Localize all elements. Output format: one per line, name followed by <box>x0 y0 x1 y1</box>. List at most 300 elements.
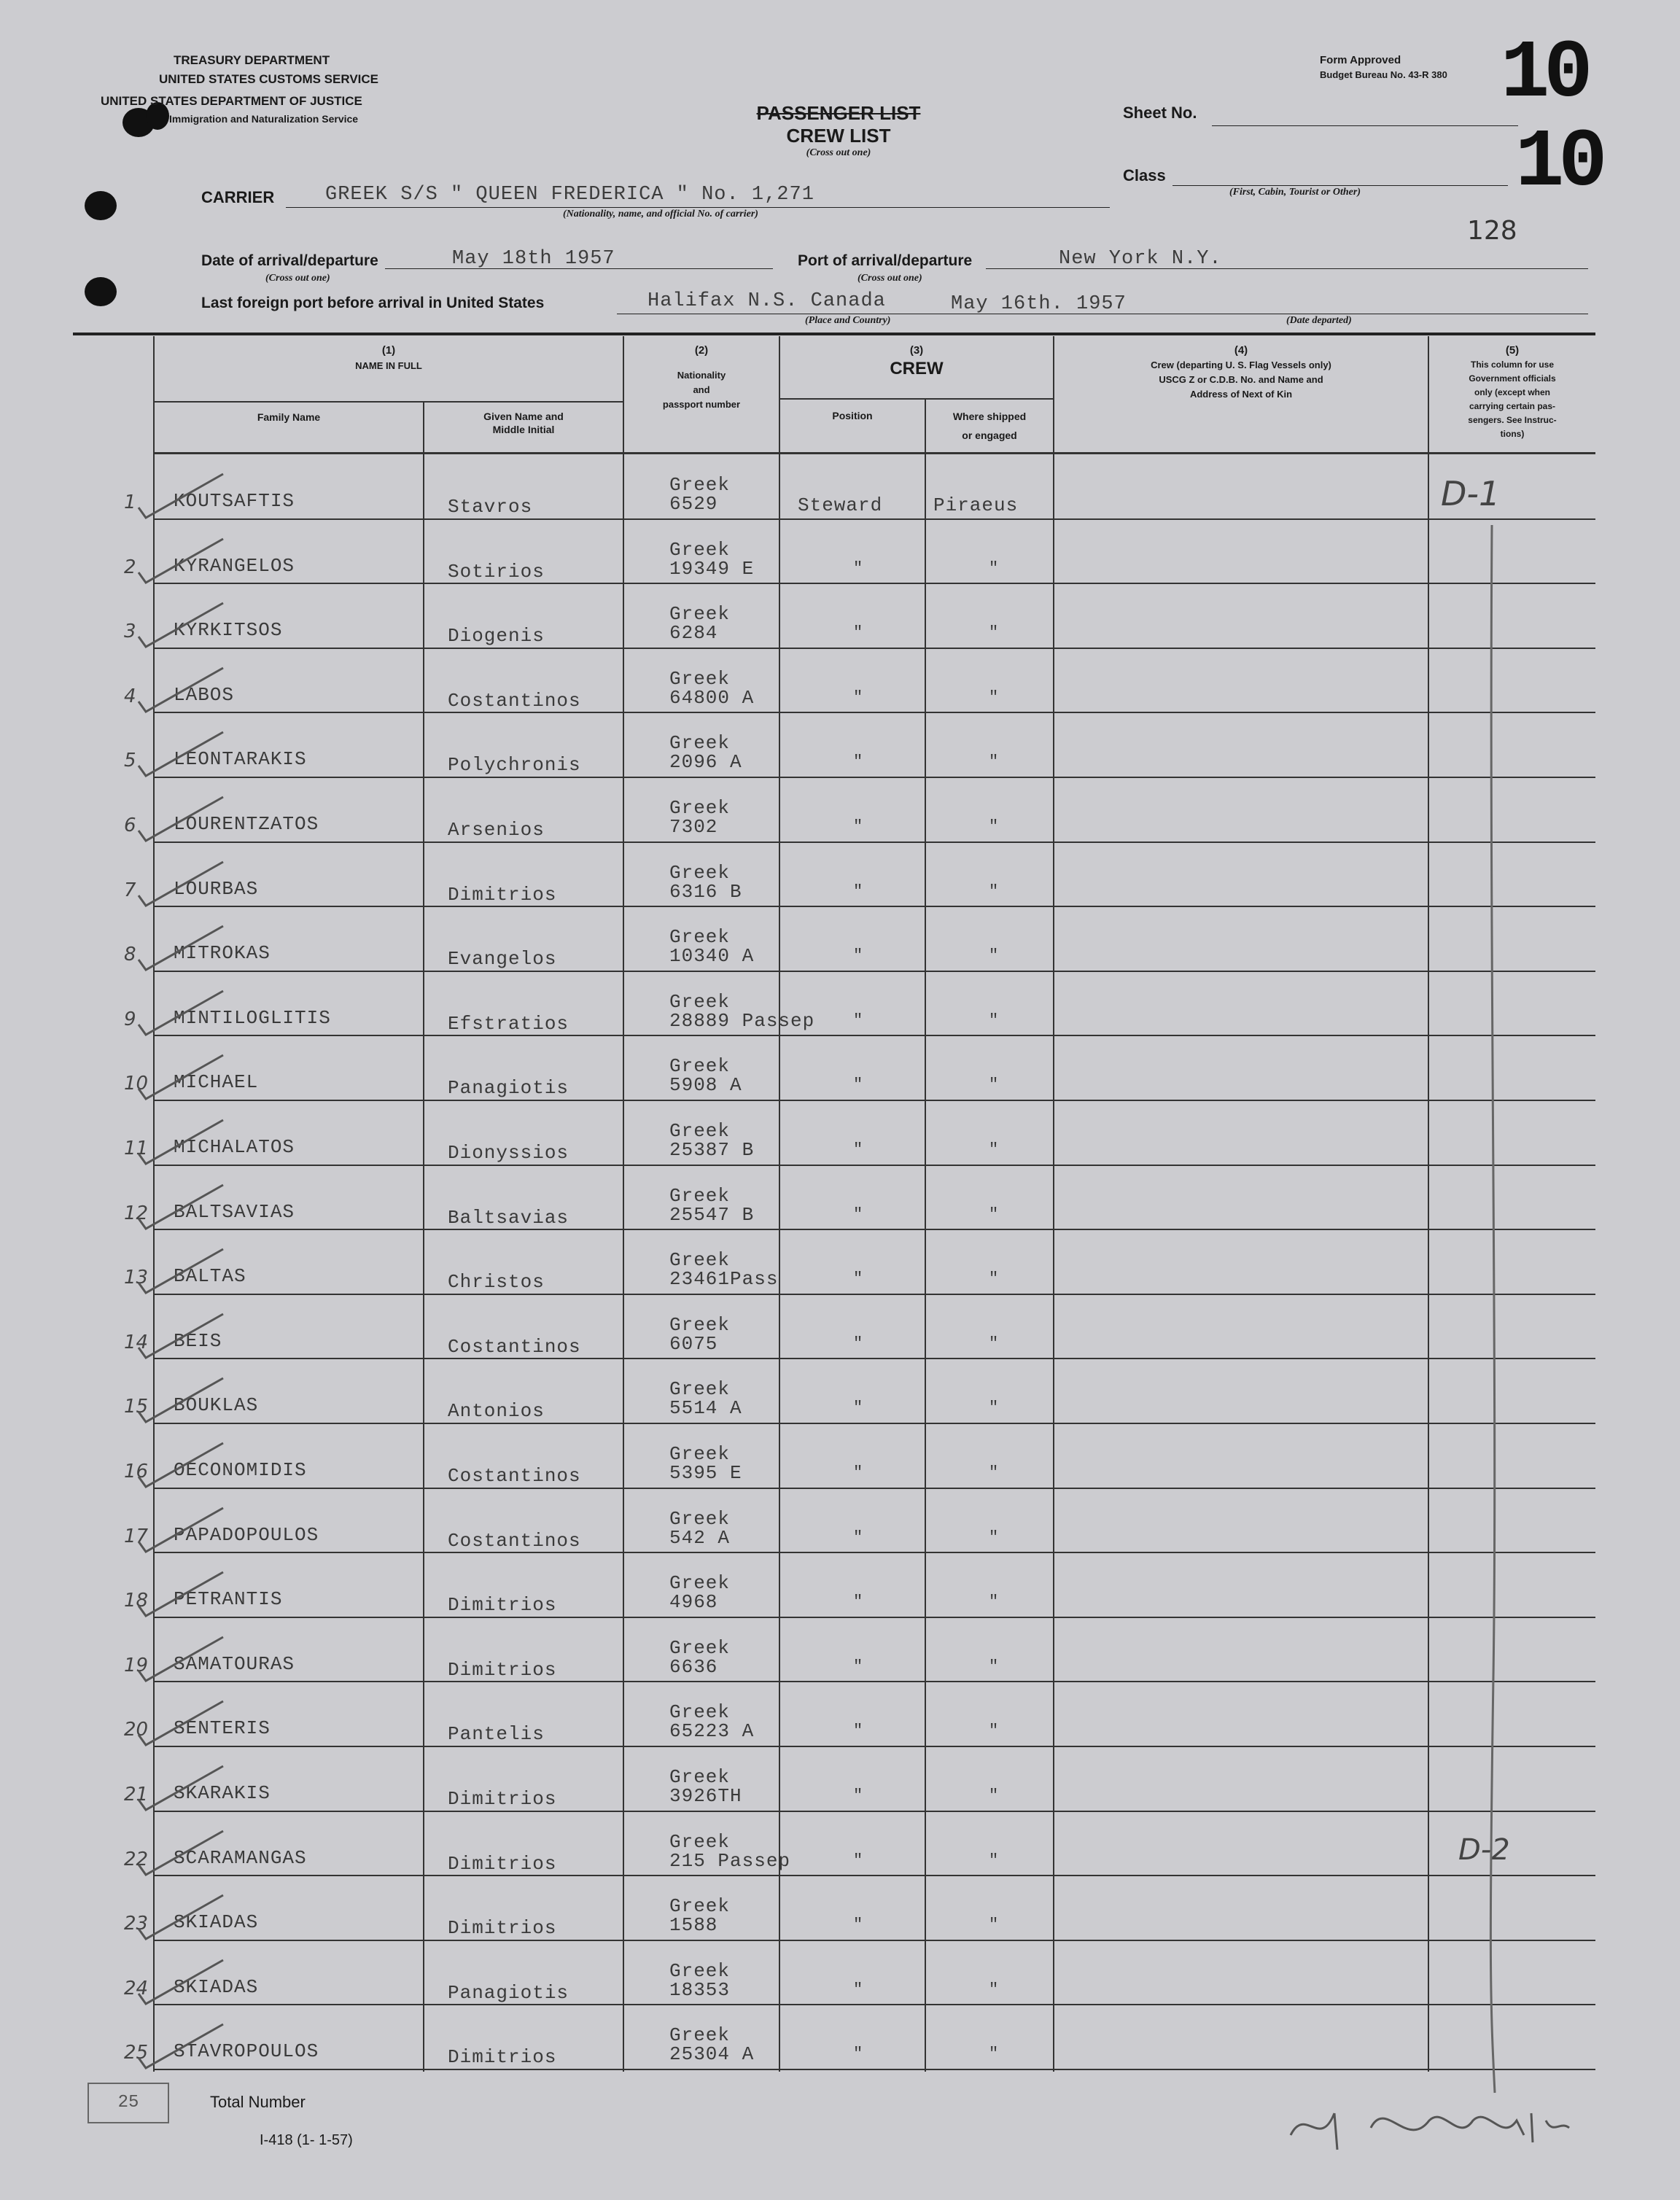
nationality: Greek <box>669 1830 731 1853</box>
nationality: Greek <box>669 990 731 1013</box>
last-port-label: Last foreign port before arrival in United States <box>201 295 545 311</box>
given-name: Polychronis <box>448 754 581 777</box>
given-name: Dionyssios <box>448 1142 569 1164</box>
row-number: 2 <box>124 556 136 578</box>
passport-number: 7302 <box>669 816 718 838</box>
check-mark <box>136 858 230 909</box>
col4-l2: USCG Z or C.D.B. No. and Name and <box>1159 374 1323 385</box>
sheet-label: Sheet No. <box>1123 104 1197 122</box>
crew-position: " <box>853 1140 864 1159</box>
passport-number: 10340 A <box>669 945 755 968</box>
passport-number: 4968 <box>669 1591 718 1614</box>
nationality: Greek <box>669 1636 731 1659</box>
crew-position: " <box>853 1722 864 1741</box>
check-mark <box>136 664 230 715</box>
check-mark <box>136 1762 230 1813</box>
col5-l3: only (except when <box>1474 387 1551 397</box>
nationality: Greek <box>669 474 731 496</box>
row-number: 22 <box>124 1848 149 1870</box>
port-value: New York N.Y. <box>1059 248 1222 270</box>
where-shipped: " <box>989 1657 1000 1676</box>
row-number: 13 <box>124 1267 149 1289</box>
given-name: Dimitrios <box>448 883 557 906</box>
check-mark <box>136 2020 230 2071</box>
row-number: 17 <box>124 1525 149 1547</box>
crew-position: " <box>853 1464 864 1482</box>
crew-position: " <box>853 1787 864 1805</box>
crew-position: " <box>853 559 864 578</box>
given-name: Panagiotis <box>448 1981 569 2004</box>
passport-number: 18353 <box>669 1978 731 2001</box>
check-mark <box>136 1374 230 1425</box>
passport-number: 5908 A <box>669 1074 742 1097</box>
row-number: 6 <box>124 815 136 836</box>
where-shipped: " <box>989 882 1000 901</box>
check-mark <box>136 1051 230 1102</box>
carrier-note: (Nationality, name, and official No. of carrier) <box>563 209 758 219</box>
crew-position: " <box>853 1011 864 1030</box>
family-name: MICHAEL <box>174 1071 259 1094</box>
col1-header <box>155 343 623 373</box>
check-mark <box>136 987 230 1038</box>
given-name: Costantinos <box>448 1465 581 1487</box>
col-position-header: Position <box>832 410 873 421</box>
family-name: KYRKITSOS <box>174 619 283 642</box>
where-shipped: " <box>989 623 1000 642</box>
row-rule <box>155 1423 1595 1424</box>
where-shipped: " <box>989 559 1000 578</box>
family-name: STAVROPOULOS <box>174 2040 319 2063</box>
col3-subrule <box>779 398 1053 400</box>
crew-position: " <box>853 1334 864 1353</box>
passport-number: 3926TH <box>669 1785 742 1807</box>
crew-position: " <box>853 947 864 965</box>
punch-hole <box>85 277 117 306</box>
handwritten-signature <box>1283 2091 1575 2157</box>
row-rule <box>155 1875 1595 1876</box>
row-rule <box>155 1165 1595 1166</box>
given-name: Pantelis <box>448 1723 545 1746</box>
port-label: Port of arrival/departure <box>798 252 973 269</box>
row-number: 4 <box>124 685 136 707</box>
check-mark <box>136 1181 230 1232</box>
passport-number: 65223 A <box>669 1720 755 1743</box>
nationality: Greek <box>669 603 731 626</box>
col5-num: (5) <box>1505 344 1520 357</box>
where-shipped: " <box>989 1593 1000 1612</box>
given-name: Antonios <box>448 1400 545 1423</box>
nationality: Greek <box>669 926 731 949</box>
nationality: Greek <box>669 732 731 755</box>
family-name: LOURBAS <box>174 877 259 900</box>
crew-position: " <box>853 1980 864 1999</box>
passport-number: 215 Passep <box>669 1849 791 1872</box>
nationality: Greek <box>669 1895 731 1918</box>
col5-l2: Government officials <box>1469 373 1556 384</box>
total-box: 25 <box>88 2083 169 2123</box>
date-note: (Cross out one) <box>265 273 330 284</box>
family-name: KOUTSAFTIS <box>174 490 295 512</box>
given-name: Costantinos <box>448 1529 581 1552</box>
row-number: 16 <box>124 1461 149 1482</box>
where-shipped: " <box>989 947 1000 965</box>
given-name: Dimitrios <box>448 1852 557 1875</box>
check-mark <box>136 1310 230 1361</box>
col-given-1: Given Name and <box>483 411 564 422</box>
given-name: Evangelos <box>448 948 557 971</box>
nationality: Greek <box>669 1055 731 1078</box>
family-name: SAMATOURAS <box>174 1652 295 1675</box>
agency-line-3: UNITED STATES DEPARTMENT OF JUSTICE <box>101 94 362 108</box>
row-rule <box>155 1811 1595 1812</box>
given-name: Panagiotis <box>448 1077 569 1100</box>
col3-title: CREW <box>890 359 944 378</box>
carrier-value: GREEK S/S " QUEEN FREDERICA " No. 1,271 <box>325 184 814 206</box>
col5-l4: carrying certain pas- <box>1469 401 1556 411</box>
where-shipped: " <box>989 1722 1000 1741</box>
table-top-rule <box>73 333 1595 335</box>
annotation-d2: D-2 <box>1458 1833 1510 1867</box>
sheet-stamp-bottom: 10 <box>1515 117 1602 209</box>
row-rule <box>155 906 1595 907</box>
nationality: Greek <box>669 1249 731 1272</box>
passport-number: 5514 A <box>669 1397 742 1420</box>
agency-line-4: Immigration and Naturalization Service <box>169 113 359 125</box>
passport-number: 28889 Passep <box>669 1009 815 1032</box>
title-note: (Cross out one) <box>806 147 871 158</box>
class-line <box>1172 185 1508 186</box>
row-number: 10 <box>124 1073 149 1095</box>
row-number: 11 <box>124 1138 149 1159</box>
crew-position: " <box>853 1916 864 1935</box>
row-number: 23 <box>124 1913 149 1935</box>
col2-l2: and <box>693 384 710 395</box>
family-name: BALTSAVIAS <box>174 1200 295 1223</box>
family-name: LEONTARAKIS <box>174 748 307 771</box>
row-rule <box>155 712 1595 713</box>
family-name: SKARAKIS <box>174 1782 271 1804</box>
family-name: BOUKLAS <box>174 1394 259 1417</box>
row-rule <box>155 583 1595 584</box>
row-number: 8 <box>124 944 136 966</box>
crew-position: " <box>853 1657 864 1676</box>
col1-subrule <box>153 401 624 403</box>
given-name: Diogenis <box>448 625 545 648</box>
col-family-header: Family Name <box>257 411 321 423</box>
col-where-2: or engaged <box>962 429 1017 441</box>
given-name: Efstratios <box>448 1012 569 1035</box>
family-name: LABOS <box>174 683 235 706</box>
given-name: Dimitrios <box>448 1917 557 1940</box>
where-shipped: " <box>989 2045 1000 2064</box>
crew-position: " <box>853 1205 864 1224</box>
family-name: PETRANTIS <box>174 1588 283 1611</box>
family-name: SENTERIS <box>174 1717 271 1740</box>
family-name: SKIADAS <box>174 1975 259 1998</box>
where-shipped: Piraeus <box>933 494 1019 516</box>
check-mark <box>136 1697 230 1748</box>
title-block <box>744 102 933 159</box>
crew-position: " <box>853 1399 864 1418</box>
given-name: Christos <box>448 1271 545 1294</box>
family-name: PAPADOPOULOS <box>174 1523 319 1546</box>
col5-l6: tions) <box>1500 429 1525 439</box>
passport-number: 542 A <box>669 1526 731 1549</box>
row-rule <box>155 2004 1595 2005</box>
check-mark <box>136 599 230 650</box>
nationality: Greek <box>669 1184 731 1207</box>
given-name: Sotirios <box>448 560 545 583</box>
col4-l1: Crew (departing U. S. Flag Vessels only) <box>1151 359 1331 370</box>
row-number: 24 <box>124 1977 149 1999</box>
nationality: Greek <box>669 797 731 819</box>
col-line <box>925 398 926 2072</box>
row-rule <box>155 1681 1595 1682</box>
where-shipped: " <box>989 1916 1000 1935</box>
row-rule <box>155 1229 1595 1230</box>
row-rule <box>155 1617 1595 1618</box>
passport-number: 1588 <box>669 1914 718 1937</box>
where-shipped: " <box>989 1270 1000 1288</box>
check-mark <box>136 1633 230 1684</box>
where-shipped: " <box>989 1980 1000 1999</box>
check-mark <box>136 1891 230 1942</box>
where-shipped: " <box>989 1334 1000 1353</box>
given-name: Baltsavias <box>448 1206 569 1229</box>
given-name: Dimitrios <box>448 1594 557 1617</box>
title-crew: CREW LIST <box>786 125 891 147</box>
check-mark <box>136 1116 230 1167</box>
where-shipped: " <box>989 817 1000 836</box>
family-name: OECONOMIDIS <box>174 1459 307 1481</box>
row-number: 12 <box>124 1202 149 1224</box>
agency-line-2: UNITED STATES CUSTOMS SERVICE <box>159 72 379 86</box>
crew-position: " <box>853 1528 864 1547</box>
row-number: 14 <box>124 1331 149 1353</box>
nationality: Greek <box>669 1572 731 1595</box>
nationality: Greek <box>669 1701 731 1724</box>
nationality: Greek <box>669 1443 731 1465</box>
crew-position: " <box>853 1270 864 1288</box>
family-name: KYRANGELOS <box>174 554 295 577</box>
col4-header <box>1054 343 1428 402</box>
col2-l1: Nationality <box>677 370 726 381</box>
row-rule <box>155 971 1595 972</box>
sheet-stamp-top: 10 <box>1501 28 1587 120</box>
passport-number: 5395 E <box>669 1462 742 1484</box>
col2-l3: passport number <box>662 399 741 410</box>
nationality: Greek <box>669 538 731 561</box>
date-departed-note: (Date departed) <box>1286 315 1352 326</box>
annotation-d1: D-1 <box>1441 474 1501 513</box>
row-rule <box>155 1035 1595 1036</box>
col3-num: (3) <box>909 344 924 357</box>
crew-position: " <box>853 1593 864 1612</box>
crew-position: " <box>853 882 864 901</box>
row-number: 7 <box>124 879 136 901</box>
where-shipped: " <box>989 688 1000 707</box>
passport-number: 6529 <box>669 493 718 515</box>
passport-number: 6075 <box>669 1332 718 1355</box>
row-number: 18 <box>124 1590 149 1612</box>
punch-hole <box>85 191 117 220</box>
col-given-2: Middle Initial <box>492 424 555 435</box>
row-number: 1 <box>124 491 136 513</box>
row-number: 3 <box>124 621 136 643</box>
check-mark <box>136 1827 230 1878</box>
row-number: 21 <box>124 1784 149 1806</box>
last-port-date: May 16th. 1957 <box>951 293 1127 315</box>
where-shipped: " <box>989 1464 1000 1482</box>
row-number: 25 <box>124 2042 149 2064</box>
col5-l5: sengers. See Instruc- <box>1468 415 1557 425</box>
given-name: Dimitrios <box>448 2046 557 2069</box>
total-label: Total Number <box>210 2093 306 2111</box>
nationality: Greek <box>669 1378 731 1401</box>
check-mark <box>136 535 230 586</box>
row-rule <box>155 777 1595 778</box>
passport-number: 23461Pass <box>669 1268 779 1291</box>
crew-position: " <box>853 2045 864 2064</box>
nationality: Greek <box>669 2024 731 2047</box>
form-approved: Form Approved <box>1320 54 1401 66</box>
nationality: Greek <box>669 1766 731 1788</box>
col-given-header <box>424 410 623 436</box>
check-mark <box>136 922 230 973</box>
row-rule <box>155 1488 1595 1489</box>
given-name: Arsenios <box>448 819 545 841</box>
date-value: May 18th 1957 <box>452 248 615 270</box>
col1-title: NAME IN FULL <box>355 360 422 371</box>
sheet-line <box>1212 125 1518 126</box>
carrier-label: CARRIER <box>201 188 275 206</box>
where-shipped: " <box>989 1787 1000 1805</box>
family-name: BEIS <box>174 1329 222 1352</box>
check-mark <box>136 1956 230 2007</box>
col1-num: (1) <box>381 344 396 357</box>
family-name: MINTILOGLITIS <box>174 1006 331 1029</box>
col5-header <box>1429 343 1595 441</box>
family-name: SKIADAS <box>174 1911 259 1934</box>
passport-number: 2096 A <box>669 751 742 774</box>
given-name: Dimitrios <box>448 1658 557 1681</box>
passport-number: 25304 A <box>669 2043 755 2066</box>
passport-number: 6636 <box>669 1655 718 1678</box>
col4-l3: Address of Next of Kin <box>1189 389 1293 400</box>
row-rule <box>155 1100 1595 1101</box>
where-shipped: " <box>989 1399 1000 1418</box>
row-number: 19 <box>124 1654 149 1676</box>
place-note: (Place and Country) <box>805 315 891 326</box>
family-name: MICHALATOS <box>174 1136 295 1158</box>
check-mark <box>136 1439 230 1490</box>
nationality: Greek <box>669 1120 731 1142</box>
row-rule <box>155 518 1595 520</box>
crew-position: " <box>853 817 864 836</box>
col2-num: (2) <box>694 344 709 357</box>
header-bottom-rule <box>153 452 1595 454</box>
last-port-value: Halifax N.S. Canada <box>648 290 886 312</box>
row-rule <box>155 1746 1595 1747</box>
hand-number: 128 <box>1467 216 1517 246</box>
row-number: 15 <box>124 1396 149 1418</box>
passport-number: 25387 B <box>669 1139 755 1161</box>
family-name: BALTAS <box>174 1265 246 1288</box>
crew-position: Steward <box>798 494 883 516</box>
port-note: (Cross out one) <box>858 273 922 284</box>
row-rule <box>155 1552 1595 1553</box>
check-mark <box>136 1245 230 1296</box>
where-shipped: " <box>989 1011 1000 1030</box>
family-name: MITROKAS <box>174 942 271 965</box>
passport-number: 19349 E <box>669 557 755 580</box>
given-name: Costantinos <box>448 689 581 712</box>
check-mark <box>136 793 230 844</box>
crew-position: " <box>853 1851 864 1870</box>
row-number: 5 <box>124 750 136 772</box>
where-shipped: " <box>989 1140 1000 1159</box>
given-name: Stavros <box>448 496 533 518</box>
check-mark <box>136 728 230 779</box>
title-passenger: PASSENGER LIST <box>756 102 921 124</box>
col-where-1: Where shipped <box>952 411 1027 422</box>
crew-position: " <box>853 688 864 707</box>
date-label: Date of arrival/departure <box>201 252 378 269</box>
col2-header <box>624 343 779 412</box>
agency-line-1: TREASURY DEPARTMENT <box>174 53 330 67</box>
passport-number: 25547 B <box>669 1203 755 1226</box>
row-rule <box>155 1358 1595 1359</box>
nationality: Greek <box>669 1507 731 1530</box>
col3-header <box>780 343 1053 380</box>
check-mark <box>136 1504 230 1555</box>
given-name: Dimitrios <box>448 1788 557 1810</box>
where-shipped: " <box>989 1851 1000 1870</box>
col5-l1: This column for use <box>1470 359 1554 370</box>
nationality: Greek <box>669 1313 731 1336</box>
where-shipped: " <box>989 1205 1000 1224</box>
budget-bureau: Budget Bureau No. 43-R 380 <box>1320 69 1447 80</box>
family-name: SCARAMANGAS <box>174 1846 307 1869</box>
class-label: Class <box>1123 166 1166 184</box>
check-mark <box>136 470 230 521</box>
check-mark <box>136 1568 230 1619</box>
row-rule <box>155 1294 1595 1295</box>
col-line <box>423 401 424 2072</box>
family-name: LOURENTZATOS <box>174 813 319 835</box>
passport-number: 64800 A <box>669 686 755 709</box>
nationality: Greek <box>669 1959 731 1982</box>
crew-position: " <box>853 1076 864 1095</box>
crew-position: " <box>853 623 864 642</box>
passport-number: 6284 <box>669 622 718 645</box>
form-number: I-418 (1- 1-57) <box>260 2132 353 2148</box>
where-shipped: " <box>989 753 1000 771</box>
row-rule <box>155 841 1595 843</box>
passport-number: 6316 B <box>669 880 742 903</box>
col4-num: (4) <box>1234 344 1248 357</box>
where-shipped: " <box>989 1076 1000 1095</box>
nationality: Greek <box>669 667 731 690</box>
class-note: (First, Cabin, Tourist or Other) <box>1229 187 1361 198</box>
col-where-header <box>926 407 1053 445</box>
row-number: 20 <box>124 1719 149 1741</box>
row-rule <box>155 648 1595 649</box>
where-shipped: " <box>989 1528 1000 1547</box>
row-rule <box>155 2069 1595 2070</box>
crew-position: " <box>853 753 864 771</box>
row-rule <box>155 1940 1595 1941</box>
